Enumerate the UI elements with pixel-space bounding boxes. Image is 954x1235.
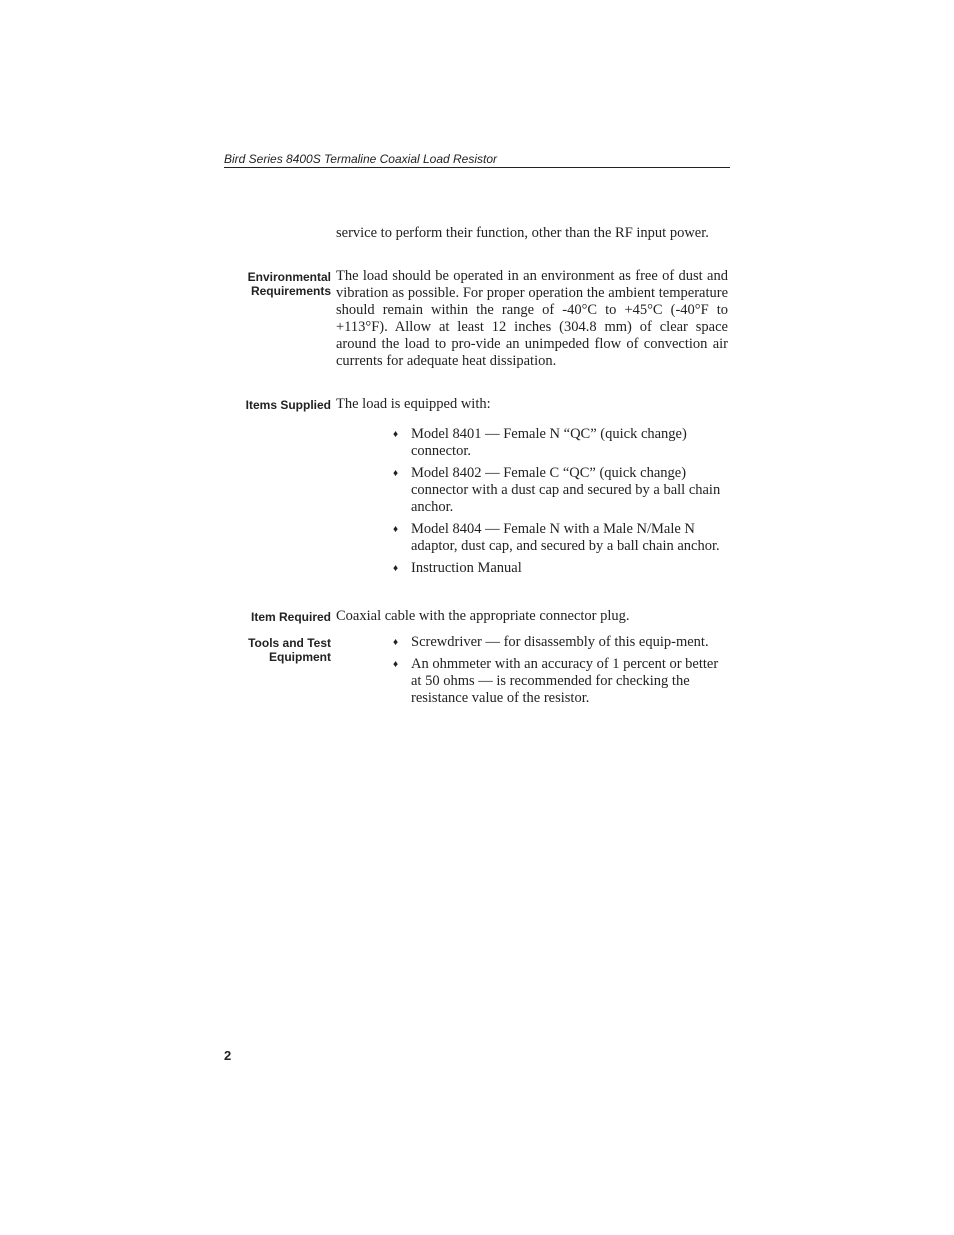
tools-and-test-equipment-label	[224, 636, 331, 664]
diamond-bullet-icon: ♦	[393, 468, 399, 479]
environmental-label-line2: Requirements	[250, 284, 331, 298]
list-item	[391, 426, 729, 460]
tools-list	[391, 634, 729, 707]
list-item-text: Instruction Manual	[411, 560, 522, 576]
tools-label-line2: Equipment	[269, 650, 331, 664]
tools-label-line1: Tools and Test	[248, 636, 331, 650]
diamond-bullet-icon: ♦	[393, 524, 399, 535]
diamond-bullet-icon: ♦	[393, 637, 399, 648]
list-item	[391, 656, 729, 707]
item-required-label: Item Required	[250, 610, 331, 624]
environmental-label-line1: Environmental	[247, 270, 331, 284]
intro-continuation-paragraph: service to perform their function, other than the RF input power.	[336, 225, 709, 241]
environmental-requirements-paragraph: The load should be operated in an environment as free of dust and vibration as possible. For proper operation the ambient temperature should remain within the range of -40°C to +45°C (-40°F to +113°F). Allow at least 12 inches (304.8 mm) of clear space around the load to pro-vide an unimpeded flow of convection air currents for adequate heat dissipation.	[336, 268, 728, 369]
list-item-text: An ohmmeter with an accuracy of 1 percent or better at 50 ohms — is recommended for checking the resistance value of the resistor.	[411, 656, 719, 706]
list-item-text: Model 8404 — Female N with a Male N/Male N adaptor, dust cap, and secured by a ball chain anchor.	[411, 521, 720, 554]
list-item	[391, 465, 729, 516]
list-item	[391, 634, 729, 651]
diamond-bullet-icon: ♦	[393, 659, 399, 670]
list-item	[391, 521, 729, 555]
list-item-text: Model 8401 — Female N “QC” (quick change) connector.	[411, 426, 687, 459]
list-item	[391, 560, 729, 577]
running-head: Bird Series 8400S Termaline Coaxial Load Resistor	[224, 151, 730, 168]
diamond-bullet-icon: ♦	[393, 563, 399, 574]
items-supplied-label: Items Supplied	[245, 398, 331, 412]
list-item-text: Screwdriver — for disassembly of this equip-ment.	[411, 634, 709, 650]
page-number: 2	[224, 1048, 232, 1063]
environmental-requirements-label	[224, 270, 331, 298]
list-item-text: Model 8402 — Female C “QC” (quick change) connector with a dust cap and secured by a ball chain anchor.	[411, 465, 721, 515]
items-supplied-list-body	[391, 426, 729, 577]
diamond-bullet-icon: ♦	[393, 429, 399, 440]
item-required-paragraph: Coaxial cable with the appropriate connector plug.	[336, 608, 630, 624]
items-supplied-intro: The load is equipped with:	[336, 396, 491, 412]
